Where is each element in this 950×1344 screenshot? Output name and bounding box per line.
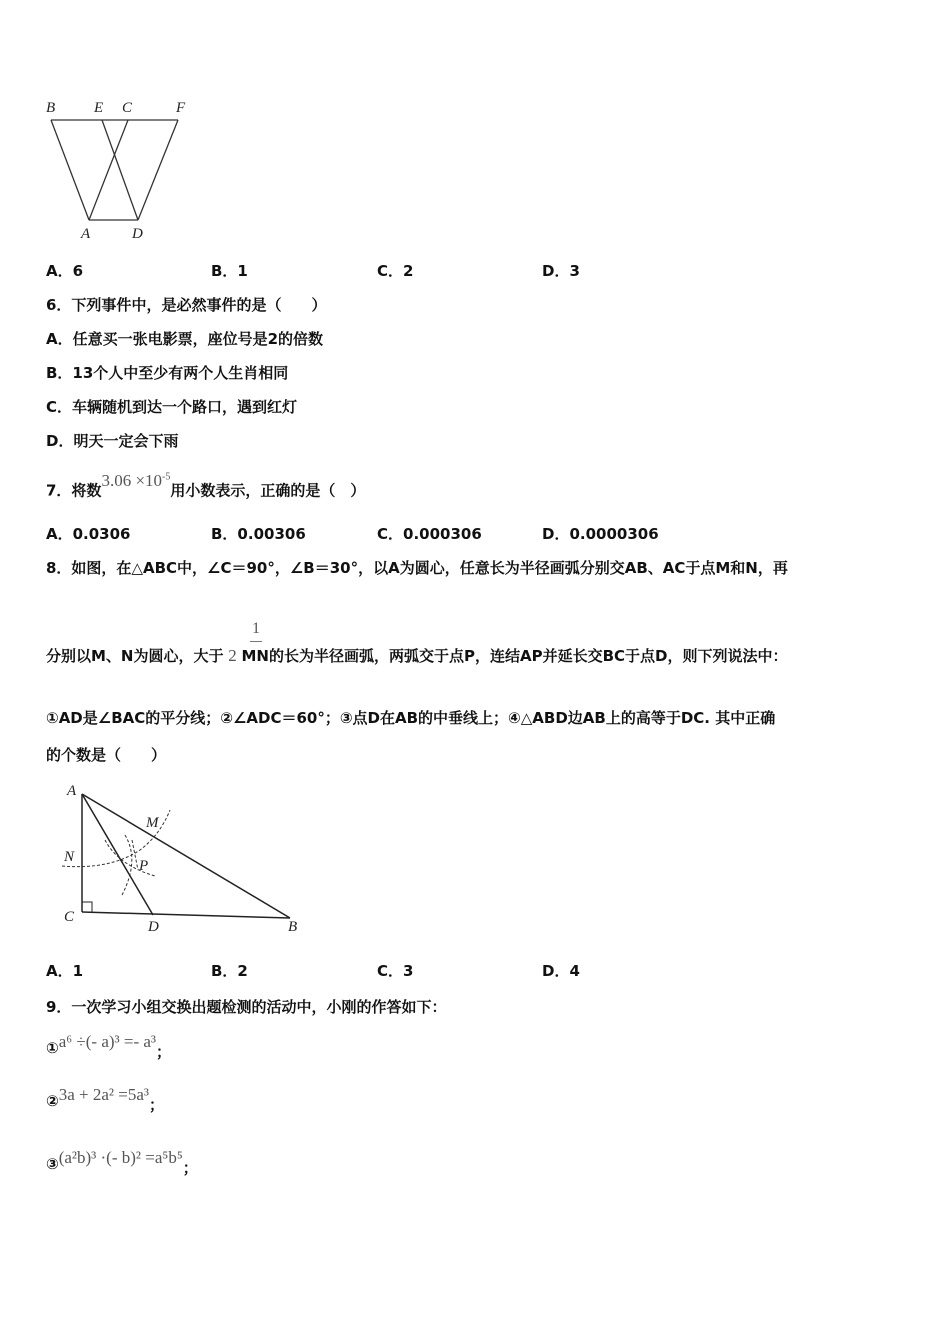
item-expression: (a²b)³ ·(- b)² =a⁵b⁵ (58, 1148, 183, 1167)
label-d: D (132, 226, 143, 242)
figure-trapezoid-bcfa (0, 0, 250, 250)
q7-option-b: B．0.00306 (211, 525, 306, 543)
q6-option-c: C．车辆随机到达一个路口，遇到红灯 (46, 398, 298, 416)
item-mark: ② (46, 1092, 59, 1110)
q7-option-c: C．0.000306 (377, 525, 482, 543)
q9-item-3 (46, 1148, 198, 1177)
q8-line2 (46, 646, 787, 666)
item-end: ； (156, 1043, 172, 1061)
q9-item-2 (46, 1085, 164, 1114)
q8-fraction-numerator: 1 (252, 620, 260, 637)
q8-line1: 8．如图，在△ABC中，∠C＝90°，∠B＝30°，以A为圆心，任意长为半径画弧分别交AB、AC于点M和N，再 (46, 559, 788, 577)
q8-line4: 的个数是（ ） (46, 746, 167, 764)
q8-option-c: C．3 (377, 962, 414, 980)
q8-line3: ①AD是∠BAC的平分线；②∠ADC＝60°；③点D在AB的中垂线上；④△ABD边AB上的高等于DC. 其中正确 (46, 709, 776, 727)
label-e: E (94, 100, 104, 116)
label-b: B (288, 919, 298, 935)
label-a: A (81, 226, 91, 242)
q5-option-d: D．3 (542, 262, 580, 280)
q8-line2-prefix: 分别以M、N为圆心，大于 (46, 647, 224, 665)
label-c: C (64, 909, 75, 925)
q6-option-d: D．明天一定会下雨 (46, 432, 179, 450)
q5-option-b: B．1 (211, 262, 248, 280)
item-end: ； (148, 1096, 164, 1114)
fraction-bar (250, 641, 262, 642)
label-f: F (176, 100, 186, 116)
q5-option-a: A．6 (46, 262, 84, 280)
label-b: B (46, 100, 56, 116)
q7-expr-base: 3.06 ×10 (101, 470, 163, 490)
q7-prefix: 7．将数 (46, 481, 102, 500)
label-a: A (67, 783, 77, 799)
label-c: C (122, 100, 133, 116)
label-d: D (148, 919, 159, 935)
q7-expression (101, 471, 170, 490)
label-p: P (139, 858, 149, 874)
label-n: N (64, 849, 75, 865)
item-mark: ① (46, 1039, 59, 1057)
q7-option-a: A．0.0306 (46, 525, 131, 543)
item-expression: 3a + 2a² =5a³ (58, 1085, 149, 1104)
q8-option-a: A．1 (46, 962, 84, 980)
item-mark: ③ (46, 1155, 59, 1173)
label-m: M (146, 815, 159, 831)
item-expression: a⁶ ÷(- a)³ =- a³ (58, 1032, 157, 1051)
q8-option-d: D．4 (542, 962, 580, 980)
q5-option-c: C．2 (377, 262, 414, 280)
item-end: ； (182, 1159, 198, 1177)
q9-stem: 9．一次学习小组交换出题检测的活动中，小刚的作答如下： (46, 998, 447, 1016)
q7-option-d: D．0.0000306 (542, 525, 659, 543)
figure-right-triangle-abc (0, 770, 330, 945)
q6-option-b: B．13个人中至少有两个人生肖相同 (46, 364, 289, 382)
q7-expr-exp: -5 (162, 471, 171, 482)
q7-stem (46, 470, 366, 501)
q6-stem: 6．下列事件中，是必然事件的是（ ） (46, 296, 327, 314)
q8-line2-suffix: MN的长为半径画弧，两弧交于点P，连结AP并延长交BC于点D，则下列说法中： (241, 647, 788, 665)
q8-fraction-denominator: 2 (228, 646, 237, 665)
q6-option-a: A．任意买一张电影票，座位号是2的倍数 (46, 330, 324, 348)
q7-suffix: 用小数表示，正确的是（ ） (170, 481, 366, 500)
q8-option-b: B．2 (211, 962, 248, 980)
q9-item-1 (46, 1032, 172, 1061)
